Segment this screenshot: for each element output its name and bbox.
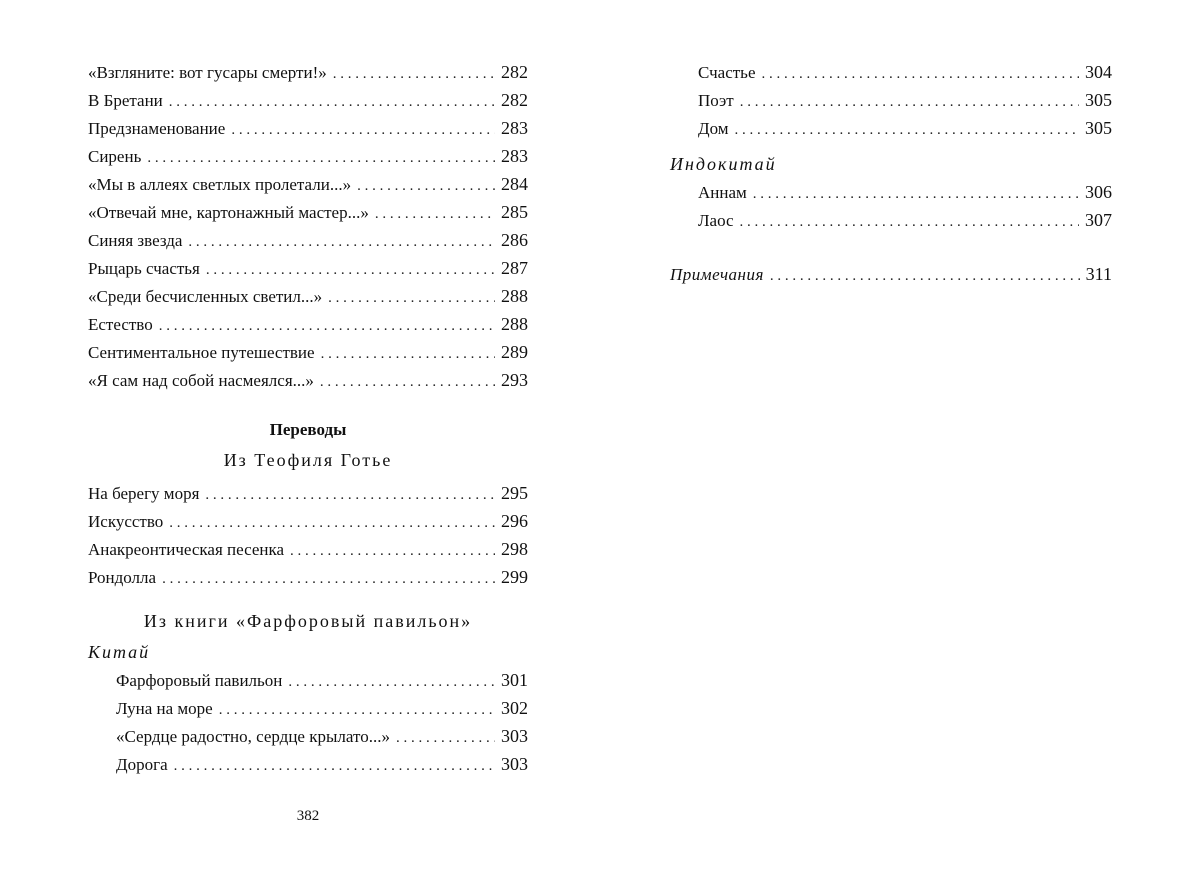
toc-entry-page: 305 [1085,90,1112,110]
notes-entry [670,260,1112,288]
toc-entry-page: 299 [501,567,528,587]
toc-entry [670,114,1112,142]
toc-entry-title: «Мы в аллеях светлых пролетали...» [88,175,352,194]
leader-dots [761,60,1079,88]
toc-entry [88,722,528,750]
leader-dots [174,752,495,780]
leader-dots [290,537,495,565]
toc-entry-page: 301 [501,670,528,690]
leader-dots [169,509,495,537]
notes-page: 311 [1085,264,1112,284]
toc-entry [88,282,528,310]
toc-list-indochina [670,178,1112,234]
toc-entry-title: Аннам [698,183,747,202]
toc-entry [88,310,528,338]
toc-entry-page: 298 [501,539,528,559]
toc-entry-page: 295 [501,483,528,503]
toc-entry [670,86,1112,114]
toc-entry-title: Рондолла [88,568,157,587]
leader-dots [205,481,495,509]
right-page [670,58,1112,288]
leader-dots [770,262,1080,290]
leader-dots [188,228,495,256]
notes-title: Примечания [670,265,764,284]
leader-dots [396,724,495,752]
toc-entry-page: 283 [501,146,528,166]
toc-entry [670,206,1112,234]
leader-dots [375,200,495,228]
toc-entry-title: Фарфоровый павильон [116,671,283,690]
toc-entry [88,366,528,394]
toc-entry [88,479,528,507]
toc-list-china-continued [670,58,1112,142]
toc-entry-page: 287 [501,258,528,278]
toc-entry-title: Искусство [88,512,164,531]
toc-entry [88,86,528,114]
toc-entry [88,142,528,170]
toc-entry-page: 288 [501,286,528,306]
toc-entry [88,535,528,563]
toc-entry [88,338,528,366]
toc-list-top [88,58,528,394]
toc-entry [88,666,528,694]
toc-entry-page: 303 [501,754,528,774]
leader-dots [320,368,495,396]
leader-dots [169,88,495,116]
leader-dots [735,116,1079,144]
indochina-heading: Индокитай [670,154,777,174]
leader-dots [162,565,495,593]
toc-entry-title: Лаос [698,211,734,230]
china-heading: Китай [88,642,151,662]
toc-entry [670,58,1112,86]
toc-list-china [88,666,528,778]
toc-entry-page: 293 [501,370,528,390]
toc-entry-page: 296 [501,511,528,531]
toc-entry-title: Сирень [88,147,142,166]
toc-entry-title: В Бретани [88,91,163,110]
toc-entry-page: 284 [501,174,528,194]
toc-entry-page: 306 [1085,182,1112,202]
toc-entry-page: 289 [501,342,528,362]
page-number: 382 [296,808,320,824]
toc-list-gautier [88,479,528,591]
toc-entry-page: 304 [1085,62,1112,82]
leader-dots [147,144,495,172]
toc-entry-title: Анакреонтическая песенка [88,540,285,559]
toc-entry-title: Предзнаменование [88,119,226,138]
toc-entry [88,198,528,226]
toc-entry-page: 286 [501,230,528,250]
toc-entry-title: На берегу моря [88,484,200,503]
toc-entry [88,694,528,722]
toc-entry [88,226,528,254]
toc-entry-title: «Взгляните: вот гусары смерти!» [88,63,327,82]
leader-dots [321,340,495,368]
toc-entry-title: Луна на море [116,699,213,718]
toc-entry-title: «Отвечай мне, картонажный мастер...» [88,203,369,222]
spacer [670,234,1112,260]
toc-entry-title: Поэт [698,91,734,110]
leader-dots [753,180,1079,208]
toc-entry-title: Счастье [698,63,756,82]
toc-entry-title: Дом [698,119,729,138]
leader-dots [740,208,1079,236]
toc-entry-page: 302 [501,698,528,718]
toc-entry [88,58,528,86]
toc-entry-page: 282 [501,62,528,82]
toc-entry-page: 305 [1085,118,1112,138]
toc-entry-page: 285 [501,202,528,222]
toc-entry-title: «Среди бесчисленных светил...» [88,287,323,306]
toc-entry-title: Естество [88,315,153,334]
leader-dots [333,60,495,88]
toc-entry-page: 282 [501,90,528,110]
toc-entry [670,178,1112,206]
toc-entry [88,114,528,142]
toc-entry [88,507,528,535]
gautier-heading: Из Теофиля Готье [223,450,393,470]
toc-entry-page: 288 [501,314,528,334]
toc-entry [88,750,528,778]
toc-entry [88,563,528,591]
toc-entry [88,170,528,198]
leader-dots [231,116,495,144]
toc-entry-title: «Сердце радостно, сердце крылато...» [116,727,390,746]
leader-dots [357,172,495,200]
leader-dots [288,668,495,696]
toc-entry-page: 307 [1085,210,1112,230]
leader-dots [159,312,495,340]
leader-dots [328,284,495,312]
toc-entry-title: Дорога [116,755,168,774]
toc-entry-title: Сентиментальное путешествие [88,343,315,362]
toc-entry-title: Синяя звезда [88,231,183,250]
toc-entry [88,254,528,282]
toc-entry-page: 283 [501,118,528,138]
leader-dots [740,88,1079,116]
leader-dots [206,256,495,284]
left-page [88,58,528,824]
pavilion-heading: Из книги «Фарфоровый павильон» [143,611,473,631]
toc-entry-page: 303 [501,726,528,746]
toc-entry-title: Рыцарь счастья [88,259,200,278]
toc-entry-title: «Я сам над собой насмеялся...» [88,371,314,390]
translations-heading: Переводы [269,420,347,439]
leader-dots [219,696,495,724]
